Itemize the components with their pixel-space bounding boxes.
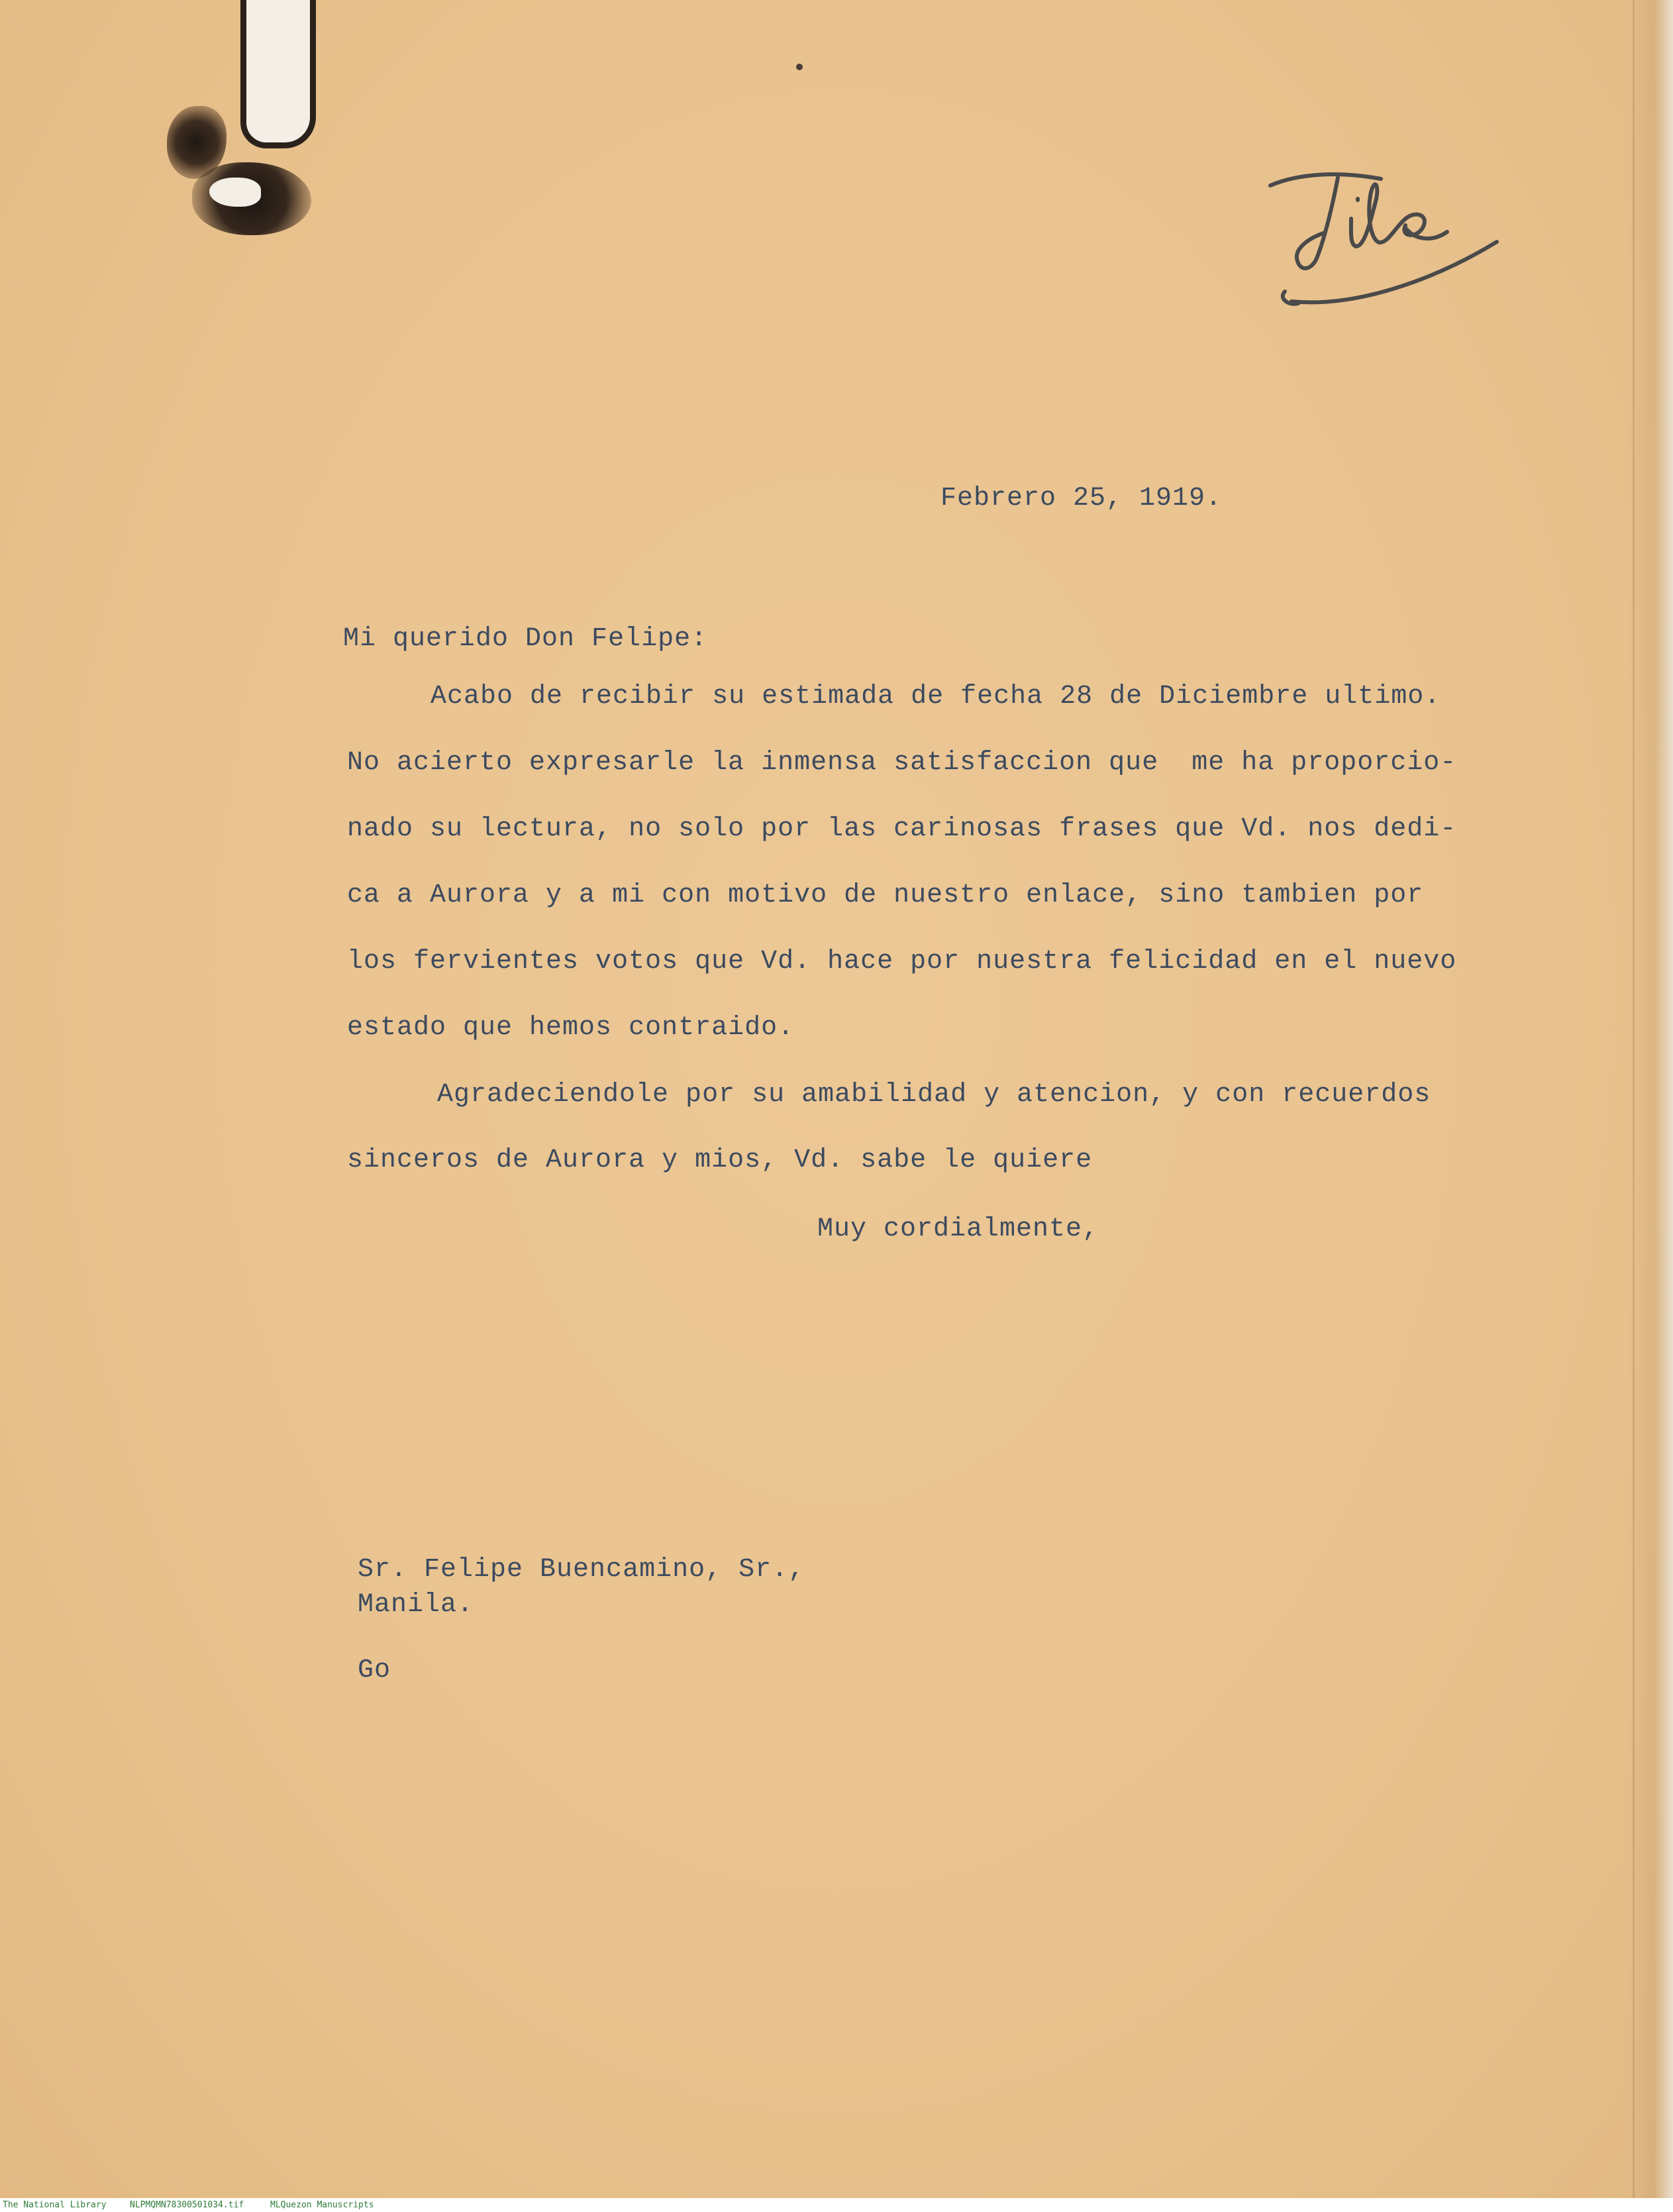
typist-initials: Go [358, 1656, 391, 1685]
handwritten-file-annotation [1258, 159, 1523, 318]
addressee-city: Manila. [358, 1590, 474, 1620]
staple-tear [246, 0, 310, 142]
body-line: ca a Aurora y a mi con motivo de nuestro enlace, sino tambien por [347, 880, 1424, 910]
salutation: Mi querido Don Felipe: [343, 624, 708, 654]
letter-date: Febrero 25, 1919. [940, 484, 1223, 513]
footer-filename: NLPMQMN78300501034.tif [130, 2200, 244, 2210]
body-line: sinceros de Aurora y mios, Vd. sabe le quiere [347, 1145, 1093, 1175]
body-line: nado su lectura, no solo por las carinosas frases que Vd. nos dedi- [347, 814, 1457, 844]
body-line: Acabo de recibir su estimada de fecha 28 de Diciembre ultimo. [431, 682, 1441, 711]
body-line: Agradeciendole por su amabilidad y atencion, y con recuerdos [437, 1080, 1431, 1110]
archive-footer [0, 2198, 1673, 2212]
body-line: No acierto expresarle la inmensa satisfaccion que me ha proporcio- [347, 748, 1457, 778]
footer-institution: The National Library [3, 2200, 107, 2210]
ink-speck [796, 64, 803, 70]
paper-fold [1633, 0, 1635, 2198]
addressee-name: Sr. Felipe Buencamino, Sr., [358, 1555, 805, 1585]
footer-collection: MLQuezon Manuscripts [270, 2200, 374, 2210]
burn-hole [209, 178, 261, 207]
closing: Muy cordialmente, [817, 1214, 1099, 1244]
body-line: los fervientes votos que Vd. hace por nuestra felicidad en el nuevo [347, 947, 1457, 976]
body-line: estado que hemos contraido. [347, 1013, 795, 1043]
